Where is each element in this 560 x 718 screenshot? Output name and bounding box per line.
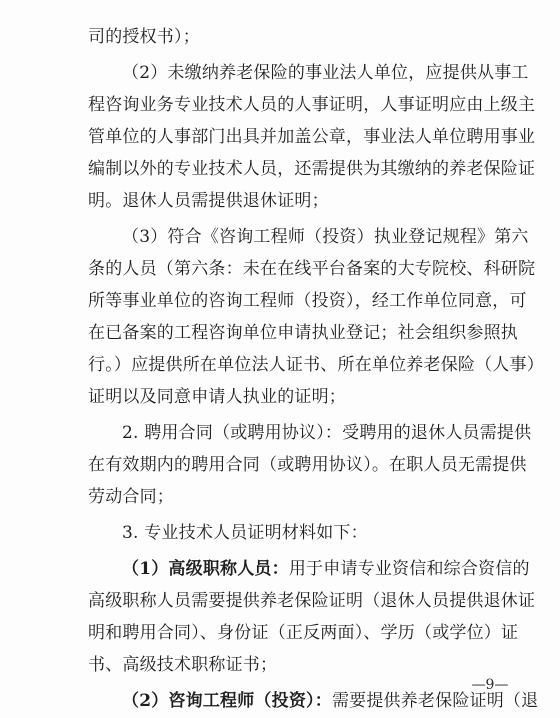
senior-title-label: （1）高级职称人员： bbox=[122, 559, 289, 579]
page-number: —9— bbox=[471, 677, 509, 693]
text-line: 明。退休人员需提供退休证明； bbox=[88, 191, 329, 211]
text-fragment: 需要提供养老保险证明（退 bbox=[331, 691, 539, 711]
text-line: 行。）应提供所在单位法人证书、所在单位养老保险（人事） bbox=[88, 355, 544, 375]
text-line: 在已备案的工程咨询单位申请执业登记；社会组织参照执 bbox=[88, 323, 518, 343]
text-fragment: 用于申请专业资信和综合资信的 bbox=[288, 559, 530, 579]
consulting-engineer-label: （2）咨询工程师（投资）： bbox=[122, 691, 332, 711]
text-line: 证明以及同意申请人执业的证明； bbox=[88, 387, 346, 407]
text-line: （3）符合《咨询工程师（投资）执业登记规程》第六 bbox=[122, 227, 529, 247]
text-line: 明和聘用合同）、身份证（正反两面）、学历（或学位）证 bbox=[88, 623, 519, 643]
text-line: 编制以外的专业技术人员，还需提供为其缴纳的养老保险证 bbox=[88, 159, 536, 179]
text-line: 在有效期内的聘用合同（或聘用协议）。在职人员无需提供 bbox=[88, 455, 527, 475]
text-line: 所等事业单位的咨询工程师（投资），经工作单位同意，可 bbox=[88, 291, 527, 311]
text-line: 高级职称人员需要提供养老保险证明（退休人员提供退休证 bbox=[88, 591, 536, 611]
text-line: （2）未缴纳养老保险的事业法人单位，应提供从事工 bbox=[122, 63, 529, 83]
text-line: 条的人员（第六条：未在在线平台备案的大专院校、科研院 bbox=[88, 259, 536, 279]
text-line: 3. 专业技术人员证明材料如下： bbox=[122, 523, 368, 543]
text-line: 司的授权书）； bbox=[88, 27, 200, 47]
text-line: 劳动合同； bbox=[88, 487, 174, 507]
text-line: 2. 聘用合同（或聘用协议）：受聘用的退休人员需提供 bbox=[122, 423, 532, 443]
text-line: 管单位的人事部门出具并加盖公章，事业法人单位聘用事业 bbox=[88, 127, 536, 147]
text-line: 书、高级技术职称证书； bbox=[88, 655, 278, 675]
text-line: 程咨询业务专业技术人员的人事证明，人事证明应由上级主 bbox=[88, 95, 536, 115]
text-line-with-bold-label bbox=[122, 686, 539, 716]
text-line-with-bold-label bbox=[122, 554, 530, 584]
